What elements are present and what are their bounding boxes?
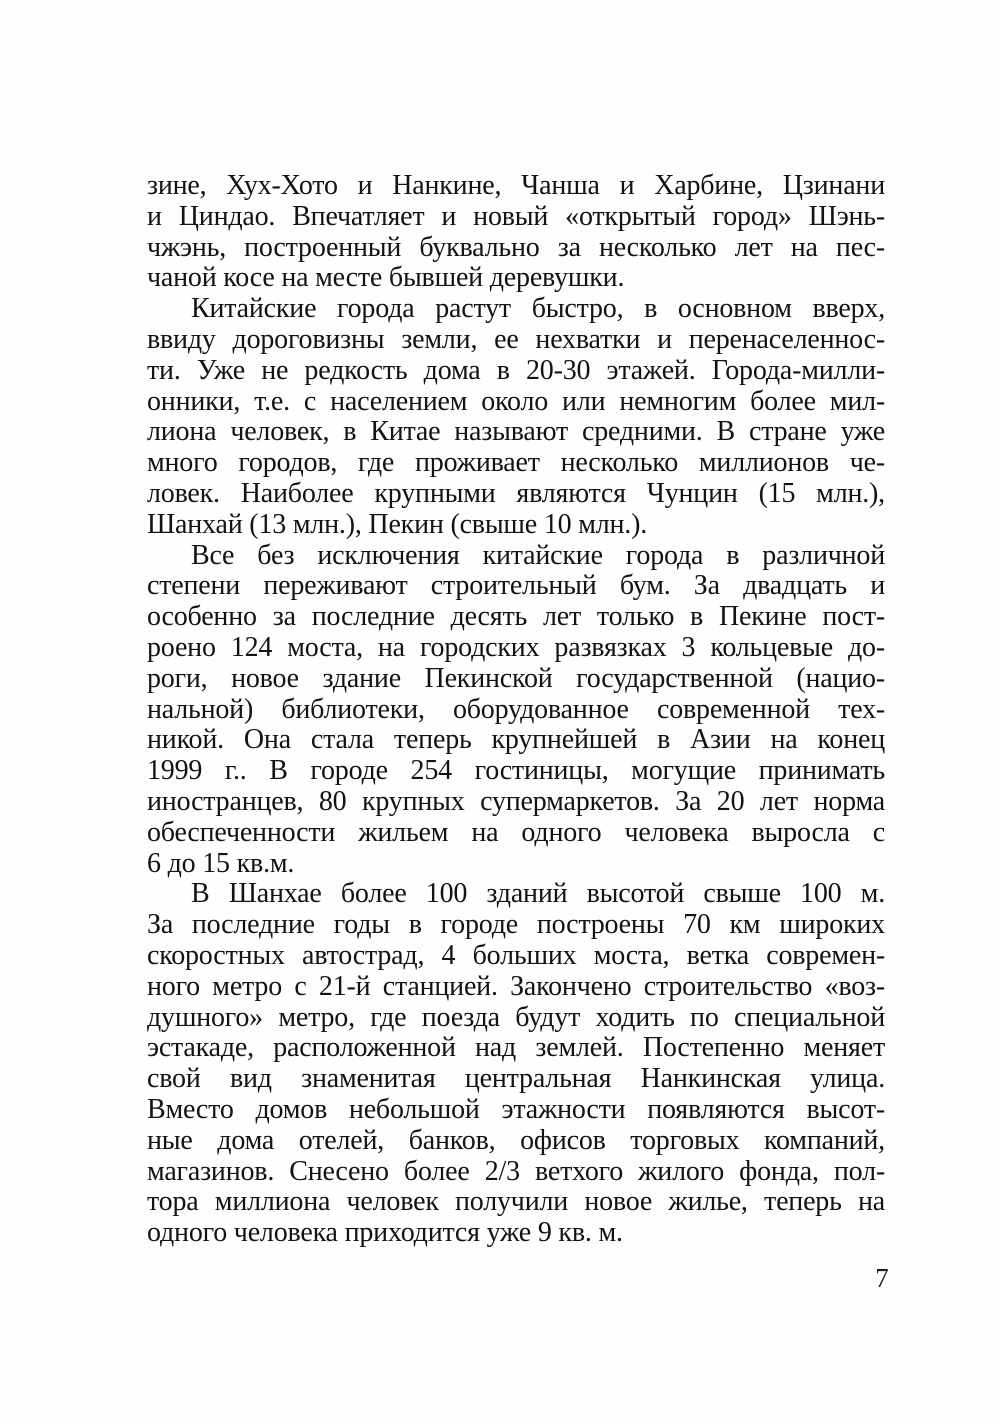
text-line: магазинов. Снесено более 2/3 ветхого жилого фонда, пол- bbox=[147, 1155, 885, 1187]
text-line: чжэнь, построенный буквально за несколько лет на пес- bbox=[147, 231, 885, 263]
text-line: свой вид знаменитая центральная Нанкинская улица. bbox=[147, 1063, 885, 1095]
text-line: иностранцев, 80 крупных супермаркетов. За 20 лет норма bbox=[147, 785, 885, 817]
text-line: ного метро с 21-й станцией. Закончено строительство «воз- bbox=[147, 970, 885, 1002]
text-line: Все без исключения китайские города в различной bbox=[191, 539, 885, 571]
text-line: зине, Хух-Хото и Нанкине, Чанша и Харбине, Цзинани bbox=[147, 170, 885, 201]
text-line: Китайские города растут быстро, в основном вверх, bbox=[191, 293, 885, 325]
text-line: ные дома отелей, банков, офисов торговых компаний, bbox=[147, 1124, 885, 1156]
text-line: В Шанхае более 100 зданий высотой свыше 100 м. bbox=[191, 878, 885, 910]
text-line: роги, новое здание Пекинской государственной (нацио- bbox=[147, 662, 885, 694]
text-line: чаной косе на месте бывшей деревушки. bbox=[147, 262, 625, 294]
text-line: обеспеченности жильем на одного человека выросла с bbox=[147, 816, 885, 848]
text-line: скоростных автострад, 4 больших моста, ветка современ- bbox=[147, 939, 885, 971]
text-line: много городов, где проживает несколько миллионов че- bbox=[147, 447, 885, 479]
text-line: эстакаде, расположенной над землей. Постепенно меняет bbox=[147, 1032, 885, 1064]
text-line: нальной) библиотеки, оборудованное современной тех- bbox=[147, 693, 885, 725]
text-line: и Циндао. Впечатляет и новый «открытый город» Шэнь- bbox=[147, 200, 885, 232]
text-line: никой. Она стала теперь крупнейшей в Азии на конец bbox=[147, 724, 885, 756]
text-line: тора миллиона человек получили новое жилье, теперь на bbox=[147, 1186, 885, 1218]
text-line: Шанхай (13 млн.), Пекин (свыше 10 млн.). bbox=[147, 508, 648, 540]
text-line: особенно за последние десять лет только в Пекине пост- bbox=[147, 601, 885, 633]
text-line: роено 124 моста, на городских развязках 3 кольцевые до- bbox=[147, 631, 885, 663]
text-line: одного человека приходится уже 9 кв. м. bbox=[147, 1217, 623, 1249]
text-line: степени переживают строительный бум. За двадцать и bbox=[147, 570, 885, 602]
text-line: Вместо домов небольшой этажности появляются высот- bbox=[147, 1093, 885, 1125]
text-line: онники, т.е. с населением около или немногим более мил- bbox=[147, 385, 885, 417]
text-line: ти. Уже не редкость дома в 20-30 этажей. Города-милли- bbox=[147, 354, 885, 386]
text-line: душного» метро, где поезда будут ходить по специальной bbox=[147, 1001, 885, 1033]
page-number: 7 bbox=[875, 1263, 889, 1293]
text-line: ввиду дороговизны земли, ее нехватки и перенаселеннос- bbox=[147, 323, 885, 355]
body-text bbox=[147, 171, 885, 1249]
text-line: лиона человек, в Китае называют средними. В стране уже bbox=[147, 416, 885, 448]
text-line: ловек. Наиболее крупными являются Чунцин (15 млн.), bbox=[147, 477, 885, 509]
text-line: 1999 г.. В городе 254 гостиницы, могущие принимать bbox=[147, 755, 885, 787]
text-line: 6 до 15 кв.м. bbox=[147, 847, 295, 879]
text-line: За последние годы в городе построены 70 км широких bbox=[147, 909, 885, 941]
